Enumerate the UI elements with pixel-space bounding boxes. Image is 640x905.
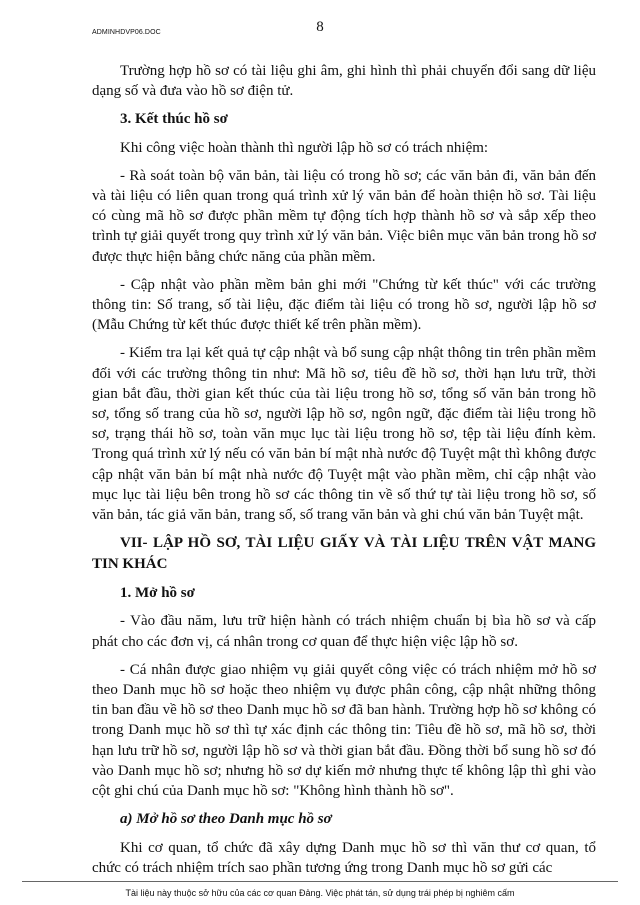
paragraph-file-list-copy: Khi cơ quan, tổ chức đã xây dựng Danh mục hồ sơ thì văn thư cơ quan, tổ chức có trách nhiệm trích sao phần tương ứng trong Danh mục hồ sơ gửi các bbox=[92, 839, 596, 876]
paragraph-prepare-file-covers: - Vào đầu năm, lưu trữ hiện hành có trách nhiệm chuẩn bị bìa hồ sơ và cấp phát cho các đơn vị, cá nhân trong cơ quan để thực hiện việc lập hồ sơ. bbox=[92, 613, 596, 650]
paragraph-audio-video-records: Trường hợp hồ sơ có tài liệu ghi âm, ghi hình thì phải chuyển đổi sang dữ liệu dạng số và đưa vào hồ sơ điện tử. bbox=[92, 63, 596, 100]
paragraph-update-closing-record: - Cập nhật vào phần mềm bản ghi mới "Chứng từ kết thúc" với các trường thông tin: Số trang, số tài liệu, đặc điểm tài liệu có trong hồ sơ, người lập hồ sơ (Mẫu Chứng từ kết thúc được thiết kế trên phần mềm). bbox=[92, 276, 596, 334]
section-heading-close-file: 3. Kết thúc hồ sơ bbox=[120, 111, 228, 128]
paragraph-review-documents: - Rà soát toàn bộ văn bản, tài liệu có trong hồ sơ; các văn bản đi, văn bản đến và tài liệu có liên quan trong quá trình xử lý văn bản để hoàn thiện hồ sơ. Tài liệu có cùng mã hồ sơ được phần mềm tự động tích hợp thành hồ sơ và sắp xếp theo trình tự giải quyết trong quy trình xử lý văn bản. Việc biên mục văn bản trong hồ sơ được thực hiện bằng chức năng của phần mềm. bbox=[92, 167, 596, 265]
page-number: 8 bbox=[316, 19, 324, 35]
chapter-heading-paper-files: VII- LẬP HỒ SƠ, TÀI LIỆU GIẤY VÀ TÀI LIỆU TRÊN VẬT MANG TIN KHÁC bbox=[92, 535, 596, 573]
paragraph-check-update-fields: - Kiểm tra lại kết quả tự cập nhật và bổ sung cập nhật thông tin trên phần mềm đối với các trường thông tin như: Mã hồ sơ, tiêu đề hồ sơ, thời hạn lưu trữ, thời gian bắt đầu, thời gian kết thúc của tài liệu trong hồ sơ, tổng số văn bản trong hồ sơ, tổng số trang của hồ sơ, người lập hồ sơ, ngôn ngữ, đặc điểm tài liệu trong hồ sơ, trạng thái hồ sơ, toàn văn mục lục tài liệu trong hồ sơ, tệp tài liệu đính kèm. Trong quá trình xử lý nếu có văn bản bí mật nhà nước độ Tuyệt mật thì không được cập nhật văn bản bí mật nhà nước độ Tuyệt mật vào phần mềm, chỉ cập nhật vào mục lục tài liệu bên trong hồ sơ các thông tin về số thứ tự tài liệu trong hồ sơ, số văn bản, tác giả văn bản, trang số, số trang văn bản và ghi chú văn bản Tuyệt mật. bbox=[92, 345, 596, 524]
document-file-name: ADMINHDVP06.DOC bbox=[92, 29, 161, 36]
paragraph-completion-responsibility: Khi công việc hoàn thành thì người lập hồ sơ có trách nhiệm: bbox=[120, 139, 489, 156]
footer-divider bbox=[22, 881, 618, 882]
section-heading-open-file: 1. Mở hồ sơ bbox=[120, 585, 195, 602]
paragraph-individual-open-file: - Cá nhân được giao nhiệm vụ giải quyết công việc có trách nhiệm mở hồ sơ theo Danh mục hồ sơ hoặc theo nhiệm vụ được phân công, cập nhật những thông tin ban đầu về hồ sơ theo Danh mục hồ sơ đã ban hành. Trường hợp hồ sơ không có trong Danh mục hồ sơ thì tự xác định các thông tin: Tiêu đề hồ sơ, mã hồ sơ, thời hạn lưu trữ hồ sơ, người lập hồ sơ và thời gian bắt đầu. Đồng thời bổ sung hồ sơ đó vào Danh mục hồ sơ; nhưng hồ sơ dự kiến mở nhưng thực tế không lập thì ghi vào cột ghi chú của Danh mục hồ sơ: "Không hình thành hồ sơ". bbox=[92, 661, 596, 800]
document-body bbox=[92, 61, 596, 878]
footer-ownership-notice: Tài liệu này thuộc sở hữu của các cơ quan Đảng. Việc phát tán, sử dụng trái phép bị nghiêm cấm bbox=[125, 888, 515, 898]
subsection-heading-open-by-list: a) Mở hồ sơ theo Danh mục hồ sơ bbox=[120, 811, 332, 828]
